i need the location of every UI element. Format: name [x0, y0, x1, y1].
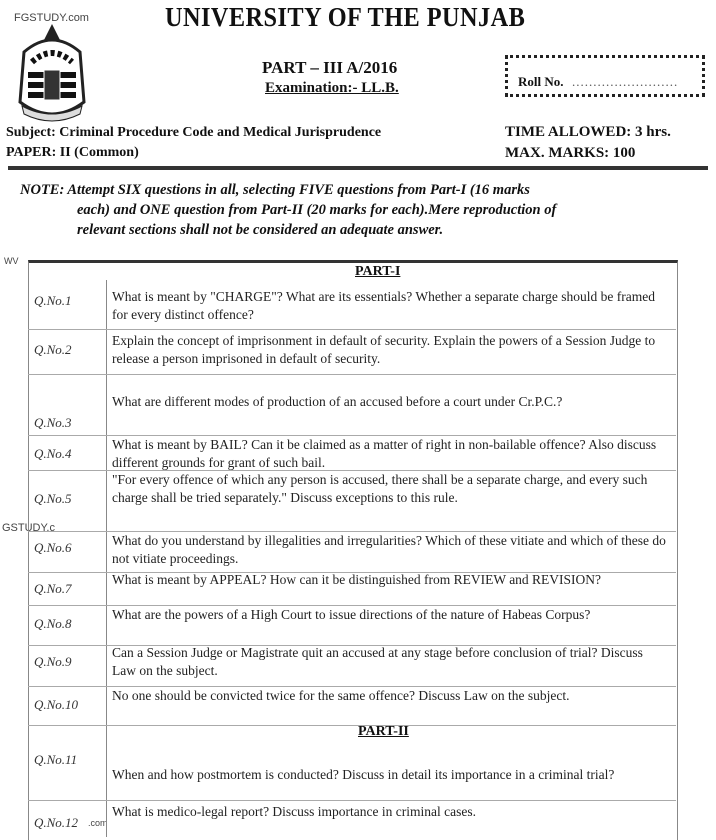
- paper: PAPER: II (Common): [6, 145, 139, 160]
- question-number: Q.No.6: [34, 540, 72, 555]
- question-number: Q.No.12: [34, 815, 79, 830]
- question-row: [28, 726, 676, 801]
- note-line: NOTE: Attempt SIX questions in all, selecting FIVE questions from Part-I (16 marks: [20, 182, 530, 198]
- question-row: [28, 375, 676, 436]
- question-row: [28, 687, 676, 726]
- question-number: Q.No.1: [34, 293, 72, 308]
- question-number: Q.No.8: [34, 616, 72, 631]
- question-text: When and how postmortem is conducted? Discuss in detail its importance in a criminal trial?: [112, 767, 615, 782]
- question-number: Q.No.3: [34, 415, 72, 430]
- question-text: What are different modes of production of an accused before a court under Cr.P.C.?: [112, 394, 563, 409]
- question-row: [28, 330, 676, 375]
- max-marks: MAX. MARKS: 100: [505, 145, 636, 161]
- question-number: Q.No.9: [34, 654, 72, 669]
- question-number: Q.No.10: [34, 697, 79, 712]
- question-text: What is meant by BAIL? Can it be claimed as a matter of right in non-bailable offence? Also discuss different grounds for grant of such bail.: [112, 437, 657, 470]
- roll-number-box: [505, 55, 705, 97]
- question-text: What is medico-legal report? Discuss importance in criminal cases.: [112, 804, 476, 819]
- question-row: [28, 606, 676, 646]
- watermark: FGSTUDY.com: [14, 12, 89, 24]
- question-text: What do you understand by illegalities and irregularities? Which of these vitiate and which of these do not vitiate proceedings.: [112, 533, 666, 566]
- question-row: [28, 471, 676, 532]
- question-number: Q.No.7: [34, 581, 72, 596]
- question-number: Q.No.2: [34, 342, 72, 357]
- question-text: No one should be convicted twice for the same offence? Discuss Law on the subject.: [112, 688, 570, 703]
- question-row: [28, 573, 676, 606]
- instructions-note: [20, 180, 690, 240]
- university-crest-logo: [14, 22, 90, 126]
- divider: [8, 166, 708, 170]
- question-row: [28, 283, 676, 330]
- question-number: Q.No.4: [34, 446, 72, 461]
- examination-name: Examination:- LL.B.: [265, 80, 399, 96]
- part-1-heading: PART-I: [355, 264, 401, 279]
- subject: Subject: Criminal Procedure Code and Medical Jurisprudence: [6, 125, 382, 140]
- university-title: UNIVERSITY OF THE PUNJAB: [165, 2, 526, 32]
- part-year: PART – III A/2016: [262, 58, 398, 77]
- question-row: [28, 532, 676, 573]
- time-allowed: TIME ALLOWED: 3 hrs.: [505, 124, 671, 140]
- roll-value: .........................: [572, 74, 679, 89]
- question-number: Q.No.5: [34, 491, 72, 506]
- watermark: .com: [88, 818, 108, 828]
- question-text: "For every offence of which any person is accused, there shall be a separate charge, and every such charge shall be tried separately." Discuss exceptions to this rule.: [112, 472, 648, 505]
- question-row: [28, 646, 676, 687]
- roll-label: Roll No.: [518, 74, 564, 89]
- question-number: Q.No.11: [34, 752, 78, 767]
- part-2-heading: PART-II: [358, 724, 409, 739]
- question-row: [28, 436, 676, 471]
- question-row: [28, 801, 676, 837]
- watermark: GSTUDY.c: [2, 522, 55, 534]
- question-text: What are the powers of a High Court to issue directions of the nature of Habeas Corpus?: [112, 607, 591, 622]
- question-text: What is meant by APPEAL? How can it be distinguished from REVIEW and REVISION?: [112, 572, 602, 587]
- watermark: WV: [4, 256, 19, 266]
- note-line: relevant sections shall not be considered an adequate answer.: [77, 222, 444, 238]
- question-text: Explain the concept of imprisonment in default of security. Explain the powers of a Session Judge to release a person imprisoned in default of security.: [112, 333, 656, 366]
- note-line: each) and ONE question from Part-II (20 marks for each).Mere reproduction of: [77, 202, 557, 218]
- question-text: Can a Session Judge or Magistrate quit an accused at any stage before conclusion of trial? Discuss Law on the subject.: [112, 645, 643, 678]
- question-text: What is meant by "CHARGE"? What are its essentials? Whether a separate charge should be framed for every distinct offence?: [112, 289, 655, 322]
